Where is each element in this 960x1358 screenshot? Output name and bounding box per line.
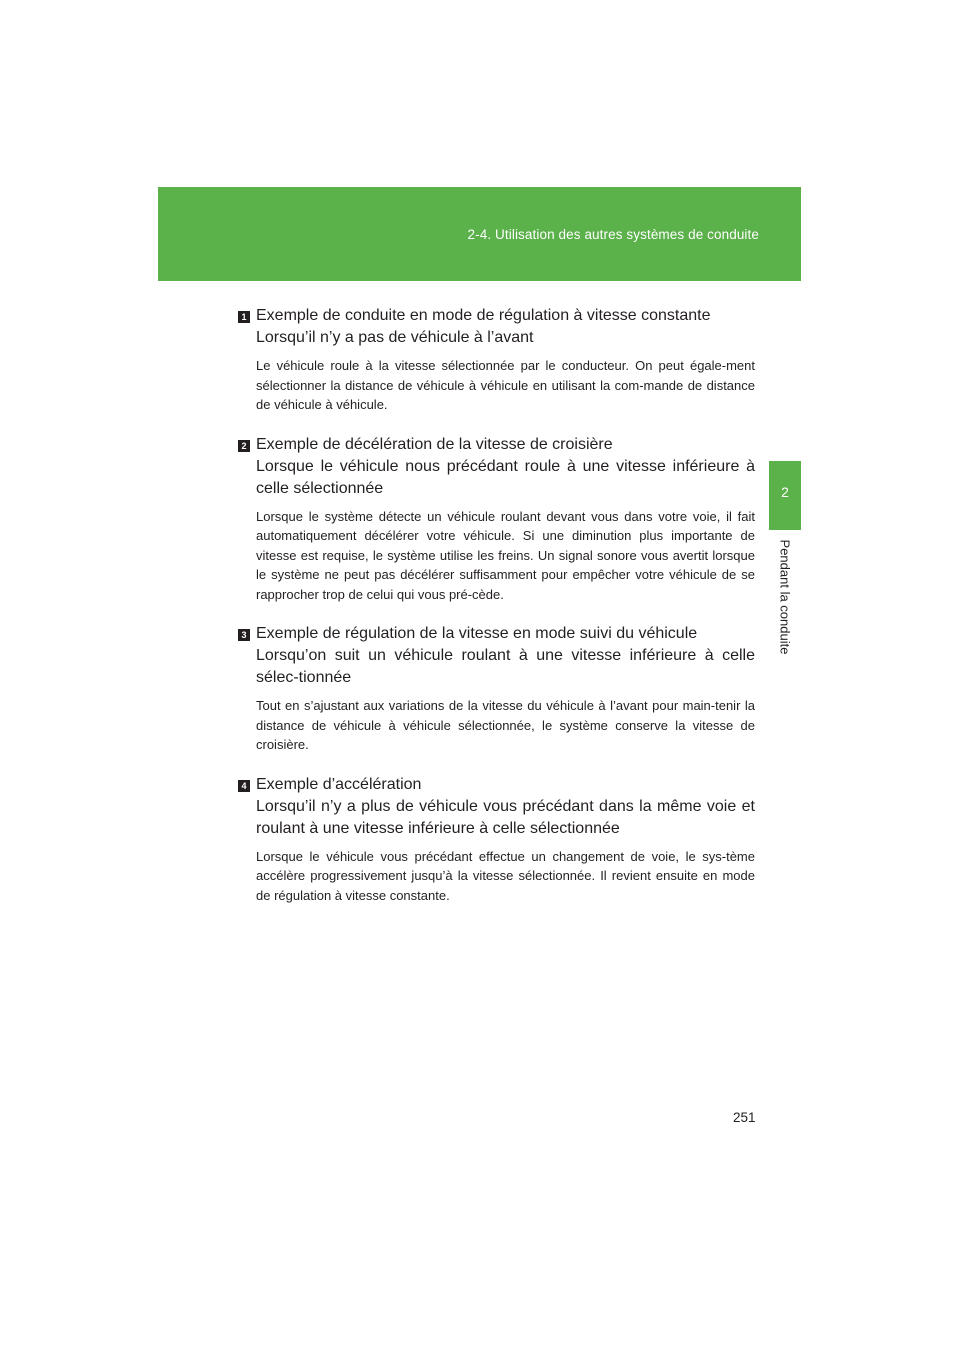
chapter-header-band: [158, 187, 801, 281]
section-marker-number: 2: [241, 440, 247, 451]
section-marker: [238, 440, 250, 452]
chapter-side-label: Pendant la conduite: [777, 539, 793, 655]
section-body: Lorsque le véhicule vous précédant effectue un changement de voie, le sys-tème accélère progressivement jusqu’à la vitesse sélectionnée. Il revient ensuite en mode de régulation à vitesse constante.: [256, 848, 755, 903]
section-body: Lorsque le système détecte un véhicule roulant devant vous dans votre voie, il fait automatiquement décélérer votre véhicule. Si une diminution plus importante de vitesse est requise, le système utilise les freins. Un signal sonore vous avertit lorsque le système ne peut pas décélérer suffisamment pour empêcher votre véhicule de se rapprocher trop de celui qui vous pré-cède.: [256, 508, 755, 602]
section-marker: [238, 780, 250, 792]
section-marker: [238, 629, 250, 641]
section-body: Tout en s’ajustant aux variations de la vitesse du véhicule à l’avant pour main-tenir la distance de véhicule à véhicule sélectionnée, le système conserve la vitesse de croisière.: [256, 698, 755, 752]
chapter-tab-number: 2: [781, 484, 789, 500]
section-subtitle: Lorsqu’on suit un véhicule roulant à une vitesse inférieure à celle sélec-tionnée: [256, 647, 755, 686]
page-number: 251: [733, 1110, 756, 1125]
section-title: Exemple de conduite en mode de régulation à vitesse constante: [256, 307, 711, 324]
section-title: Exemple de régulation de la vitesse en mode suivi du véhicule: [256, 625, 698, 642]
section-deceleration: [238, 434, 755, 605]
section-marker-number: 1: [241, 312, 247, 322]
page-content: [238, 305, 755, 924]
section-subtitle: Lorsqu’il n’y a pas de véhicule à l’avant: [256, 329, 534, 346]
section-body: Le véhicule roule à la vitesse sélectionnée par le conducteur. On peut égale-ment sélectionner la distance de véhicule à véhicule en utilisant la com-mande de distance de véhicule à véhicule.: [256, 358, 755, 412]
section-title: Exemple d’accélération: [256, 775, 422, 793]
section-follow-mode: [238, 623, 755, 755]
section-title: Exemple de décélération de la vitesse de croisière: [256, 435, 613, 453]
chapter-title: 2-4. Utilisation des autres systèmes de conduite: [467, 227, 759, 242]
section-acceleration: [238, 774, 755, 906]
section-constant-speed: [238, 305, 755, 415]
section-marker-number: 3: [241, 630, 247, 640]
section-subtitle: Lorsqu’il n’y a plus de véhicule vous précédant dans la même voie et roulant à une vitesse inférieure à celle sélectionnée: [256, 797, 755, 837]
section-subtitle: Lorsque le véhicule nous précédant roule à une vitesse inférieure à celle sélectionnée: [256, 457, 755, 497]
section-marker-number: 4: [241, 780, 247, 791]
section-marker: [238, 311, 250, 323]
chapter-tab: [769, 461, 801, 530]
